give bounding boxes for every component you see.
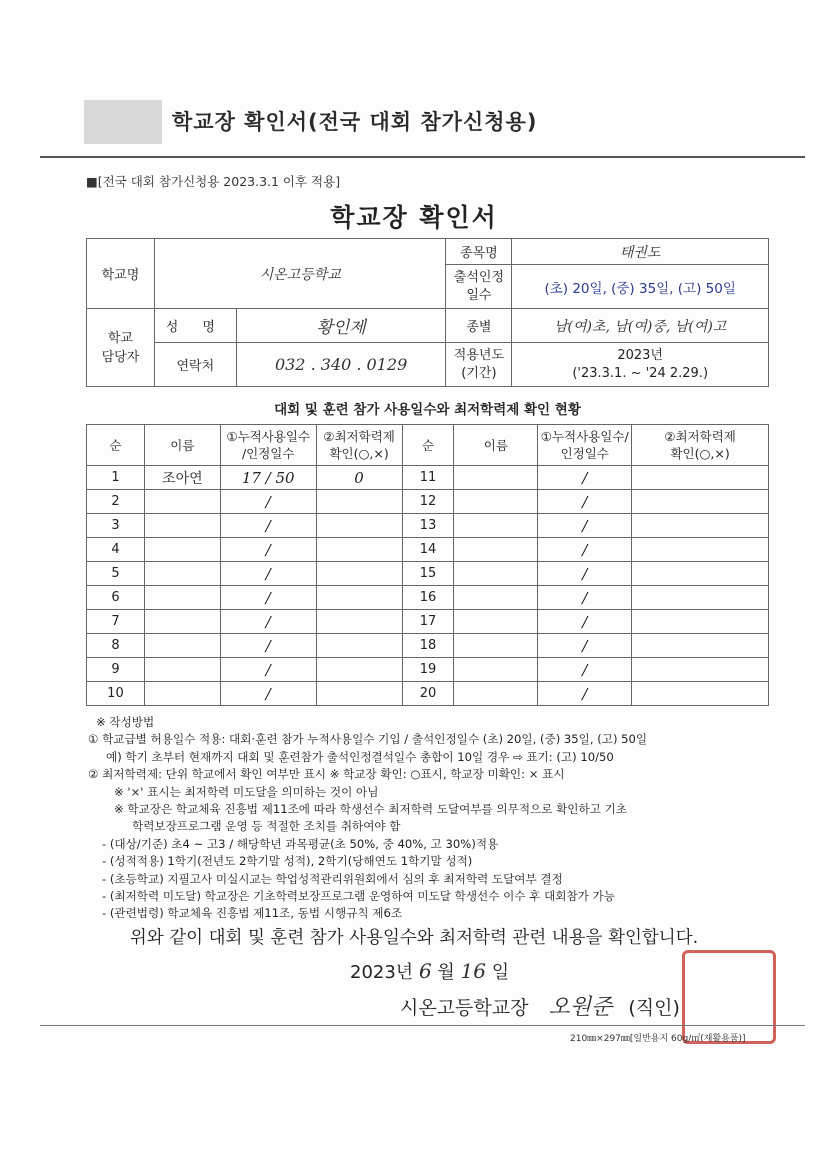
row-min-check — [316, 634, 402, 658]
row-min-check-right — [632, 514, 769, 538]
row-days-right: / — [538, 634, 632, 658]
attendance-rows — [87, 466, 769, 706]
gender-value: 남(여)초, 남(여)중, 남(여)고 — [512, 309, 769, 343]
official-seal-stamp — [682, 950, 776, 1044]
row-min-check — [316, 514, 402, 538]
note-line: 예) 학기 초부터 현재까지 대회 및 훈련참가 출석인정결석일수 총합이 10일 경우 ⇨ 표기: (고) 10/50 — [106, 749, 614, 764]
confirmation-statement: 위와 같이 대회 및 훈련 참가 사용일수와 최저학력 관련 내용을 확인합니다. — [129, 928, 699, 948]
table-row — [87, 682, 769, 706]
row-min-check — [316, 562, 402, 586]
row-name-right — [454, 490, 538, 514]
row-number: 1 — [87, 466, 145, 490]
row-number: 10 — [87, 682, 145, 706]
header-min-right: ②최저학력제 확인(○,×) — [632, 425, 769, 466]
event-value: 태권도 — [512, 239, 769, 265]
row-min-check-right — [632, 586, 769, 610]
row-name-right — [454, 682, 538, 706]
row-days: / — [220, 586, 316, 610]
row-name — [144, 658, 220, 682]
row-name — [144, 562, 220, 586]
row-days-right: / — [538, 586, 632, 610]
paper-size-note: 210㎜×297㎜[일반용지 60g/㎡(재활용품)] — [570, 1034, 746, 1044]
table-row — [87, 586, 769, 610]
row-min-check-right — [632, 658, 769, 682]
row-days-right: / — [538, 658, 632, 682]
row-days: / — [220, 682, 316, 706]
row-name — [144, 610, 220, 634]
row-number-right: 17 — [402, 610, 454, 634]
row-number: 3 — [87, 514, 145, 538]
table-row — [87, 658, 769, 682]
table-row — [87, 466, 769, 490]
row-min-check-right — [632, 490, 769, 514]
table-row — [87, 538, 769, 562]
row-min-check-right — [632, 538, 769, 562]
row-days: / — [220, 538, 316, 562]
principal-signature: 오원준 — [548, 995, 613, 1020]
note-line: - (관련법령) 학교체육 진흥법 제11조, 동법 시행규칙 제6조 — [102, 906, 403, 921]
table-header-row — [87, 425, 769, 466]
row-number: 9 — [87, 658, 145, 682]
note-line: ※ 학교장은 학교체육 진흥법 제11조에 따라 학생선수 최저학력 도달여부를 의무적으로 확인하고 기초 — [114, 802, 627, 817]
row-number: 7 — [87, 610, 145, 634]
header-no-right: 순 — [402, 425, 454, 466]
attendance-label: 출석인정 일수 — [446, 265, 512, 309]
row-days-right: / — [538, 610, 632, 634]
contact-label: 연락처 — [154, 343, 236, 387]
row-name: 조아연 — [144, 466, 220, 490]
table-row — [87, 610, 769, 634]
school-label: 학교명 — [87, 239, 155, 309]
row-number-right: 15 — [402, 562, 454, 586]
date-day: 16 — [460, 959, 486, 983]
row-days: / — [220, 490, 316, 514]
form-subtitle: ■[전국 대회 참가신청용 2023.3.1 이후 적용] — [86, 174, 341, 189]
principal-signature-line — [400, 990, 680, 1021]
name-label: 성 명 — [154, 309, 236, 343]
row-name — [144, 514, 220, 538]
row-days: / — [220, 514, 316, 538]
row-name — [144, 538, 220, 562]
row-number: 4 — [87, 538, 145, 562]
row-name-right — [454, 586, 538, 610]
row-days-right: / — [538, 466, 632, 490]
row-min-check-right — [632, 610, 769, 634]
note-line: ② 최저학력제: 단위 학교에서 확인 여부만 표시 ※ 학교장 확인: ○표시, 학교장 미확인: × 표시 — [88, 767, 565, 782]
attendance-table — [86, 424, 769, 706]
row-number-right: 16 — [402, 586, 454, 610]
row-name-right — [454, 466, 538, 490]
table-row — [87, 634, 769, 658]
row-name-right — [454, 610, 538, 634]
instructions — [88, 714, 792, 923]
header-name-right: 이름 — [454, 425, 538, 466]
row-name-right — [454, 514, 538, 538]
row-number-right: 13 — [402, 514, 454, 538]
note-line: - (최저학력 미도달) 학교장은 기초학력보장프로그램 운영하여 미도달 학생선수 이수 후 대회참가 가능 — [102, 889, 615, 904]
year-label: 적용년도 (기간) — [446, 343, 512, 387]
row-min-check: 0 — [316, 466, 402, 490]
banner-gray-box — [84, 100, 162, 144]
gender-label: 종별 — [446, 309, 512, 343]
row-days-right: / — [538, 538, 632, 562]
row-min-check — [316, 682, 402, 706]
row-number: 5 — [87, 562, 145, 586]
note-line: - (대상/기준) 초4 ~ 고3 / 해당학년 과목평균(초 50%, 중 40%, 고 30%)적용 — [102, 836, 499, 851]
bottom-divider — [40, 1025, 805, 1026]
row-number: 2 — [87, 490, 145, 514]
principal-title: 시온고등학교장 — [400, 997, 529, 1019]
row-days-right: / — [538, 514, 632, 538]
row-name — [144, 634, 220, 658]
row-name-right — [454, 538, 538, 562]
row-number-right: 18 — [402, 634, 454, 658]
attendance-value: (초) 20일, (중) 35일, (고) 50일 — [512, 265, 769, 309]
row-number-right: 19 — [402, 658, 454, 682]
note-line: ※ 작성방법 — [96, 715, 155, 729]
header-min: ②최저학력제 확인(○,×) — [316, 425, 402, 466]
row-days: / — [220, 610, 316, 634]
year-cell — [512, 343, 769, 387]
banner-title: 학교장 확인서(전국 대회 참가신청용) — [172, 110, 538, 134]
manager-label: 학교 담당자 — [87, 309, 155, 387]
row-min-check-right — [632, 562, 769, 586]
row-min-check — [316, 538, 402, 562]
row-min-check-right — [632, 682, 769, 706]
table-row — [87, 562, 769, 586]
header-no: 순 — [87, 425, 145, 466]
table-row — [87, 490, 769, 514]
contact-value: 032 . 340 . 0129 — [236, 343, 446, 387]
date-day-unit: 일 — [491, 962, 510, 983]
document-title: 학교장 확인서 — [330, 203, 498, 232]
row-number-right: 12 — [402, 490, 454, 514]
row-days-right: / — [538, 562, 632, 586]
row-min-check — [316, 586, 402, 610]
row-min-check-right — [632, 634, 769, 658]
row-min-check-right — [632, 466, 769, 490]
header-days-right: ①누적사용일수/ 인정일수 — [538, 425, 632, 466]
row-name-right — [454, 562, 538, 586]
year-value: 2023년 — [617, 347, 663, 363]
name-value: 황인제 — [236, 309, 446, 343]
note-line: - (성적적용) 1학기(전년도 2학기말 성적), 2학기(당해연도 1학기말 성적) — [102, 854, 473, 869]
row-days: 17 / 50 — [220, 466, 316, 490]
row-name-right — [454, 658, 538, 682]
header-name: 이름 — [144, 425, 220, 466]
row-number: 6 — [87, 586, 145, 610]
row-min-check — [316, 610, 402, 634]
row-name — [144, 586, 220, 610]
row-min-check — [316, 658, 402, 682]
note-line: ※ '×' 표시는 최저학력 미도달을 의미하는 것이 아님 — [114, 784, 379, 799]
row-number: 8 — [87, 634, 145, 658]
table-row — [87, 514, 769, 538]
row-days: / — [220, 562, 316, 586]
row-days: / — [220, 658, 316, 682]
row-name-right — [454, 634, 538, 658]
row-days: / — [220, 634, 316, 658]
row-number-right: 11 — [402, 466, 454, 490]
row-number-right: 20 — [402, 682, 454, 706]
row-name — [144, 682, 220, 706]
info-table — [86, 238, 769, 387]
row-number-right: 14 — [402, 538, 454, 562]
date-month-unit: 월 — [437, 962, 455, 983]
seal-label: (직인) — [628, 997, 680, 1019]
date-month: 6 — [418, 959, 432, 983]
signature-date — [350, 958, 509, 984]
date-year: 2023년 — [350, 962, 414, 983]
period-value: ('23.3.1. ~ '24 2.29.) — [572, 365, 709, 381]
note-line: - (초등학교) 지필고사 미실시교는 학업성적관리위원회에서 심의 후 최저학력 도달여부 결정 — [102, 871, 563, 886]
header-days: ①누적사용일수 /인정일수 — [220, 425, 316, 466]
event-label: 종목명 — [446, 239, 512, 265]
row-name — [144, 490, 220, 514]
row-days-right: / — [538, 490, 632, 514]
top-divider — [40, 156, 805, 158]
row-days-right: / — [538, 682, 632, 706]
school-value: 시온고등학교 — [154, 239, 446, 309]
note-line: ① 학교급별 허용일수 적용: 대회·훈련 참가 누적사용일수 기입 / 출석인정일수 (초) 20일, (중) 35일, (고) 50일 — [88, 732, 648, 747]
row-min-check — [316, 490, 402, 514]
note-line: 학력보장프로그램 운영 등 적절한 조치를 취하여야 함 — [132, 819, 401, 834]
section-title: 대회 및 훈련 참가 사용일수와 최저학력제 확인 현황 — [274, 402, 581, 418]
